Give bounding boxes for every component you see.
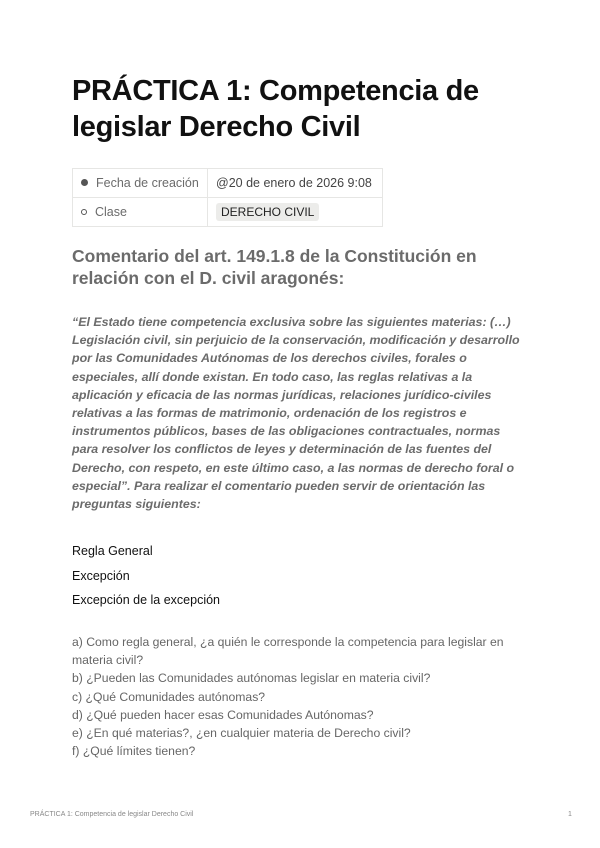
section-heading: Comentario del art. 149.1.8 de la Constitución en relación con el D. civil aragonés: bbox=[72, 246, 477, 288]
list-item: e) ¿En qué materias?, ¿en cualquier materia de Derecho civil? bbox=[72, 726, 411, 741]
list-item: Regla General bbox=[72, 544, 153, 558]
properties-table bbox=[72, 168, 383, 227]
clock-icon bbox=[81, 179, 88, 186]
list-item: f) ¿Qué límites tienen? bbox=[72, 744, 196, 759]
rules-list bbox=[72, 542, 220, 616]
property-value[interactable]: @20 de enero de 2026 9:08 bbox=[208, 169, 383, 198]
list-item: Excepción bbox=[72, 568, 130, 583]
property-row-class bbox=[73, 198, 383, 227]
list-item: d) ¿Qué pueden hacer esas Comunidades Autónomas? bbox=[72, 707, 374, 722]
quote-text: “El Estado tiene competencia exclusiva sobre las siguientes materias: (…) Legislación civil, sin perjuicio de la conservación, modificación y desarrollo por las Comunidades Autónomas de los derechos civiles, forales o especiales, allí donde existan. En todo caso, las reglas relativas a la aplicación y eficacia de las normas jurídicas, relaciones jurídico-civiles relativas a las formas de matrimonio, ordenación de los registros e instrumentos públicos, bases de las obligaciones contractuales, normas para resolver los conflictos de leyes y determinación de las fuentes del Derecho, con respeto, en este último caso, a las normas de derecho foral o especial”. Para realizar el comentario pueden servir de orientación las preguntas siguientes: bbox=[72, 315, 520, 512]
target-icon bbox=[81, 209, 87, 215]
list-item: a) Como regla general, ¿a quién le corresponde la competencia para legislar en materia civil? bbox=[72, 635, 504, 668]
footer-title: PRÁCTICA 1: Competencia de legislar Derecho Civil bbox=[30, 811, 194, 818]
questions-list bbox=[72, 633, 528, 760]
page-number: 1 bbox=[568, 811, 572, 818]
page-title: PRÁCTICA 1: Competencia de legislar Derecho Civil bbox=[72, 75, 479, 143]
property-label: Fecha de creación bbox=[96, 176, 199, 190]
property-label: Clase bbox=[95, 205, 127, 219]
class-tag[interactable]: DERECHO CIVIL bbox=[216, 203, 319, 221]
list-item: b) ¿Pueden las Comunidades autónomas legislar en materia civil? bbox=[72, 671, 431, 686]
property-row-created bbox=[73, 169, 383, 198]
list-item: c) ¿Qué Comunidades autónomas? bbox=[72, 689, 266, 704]
list-item: Excepción de la excepción bbox=[72, 593, 221, 607]
